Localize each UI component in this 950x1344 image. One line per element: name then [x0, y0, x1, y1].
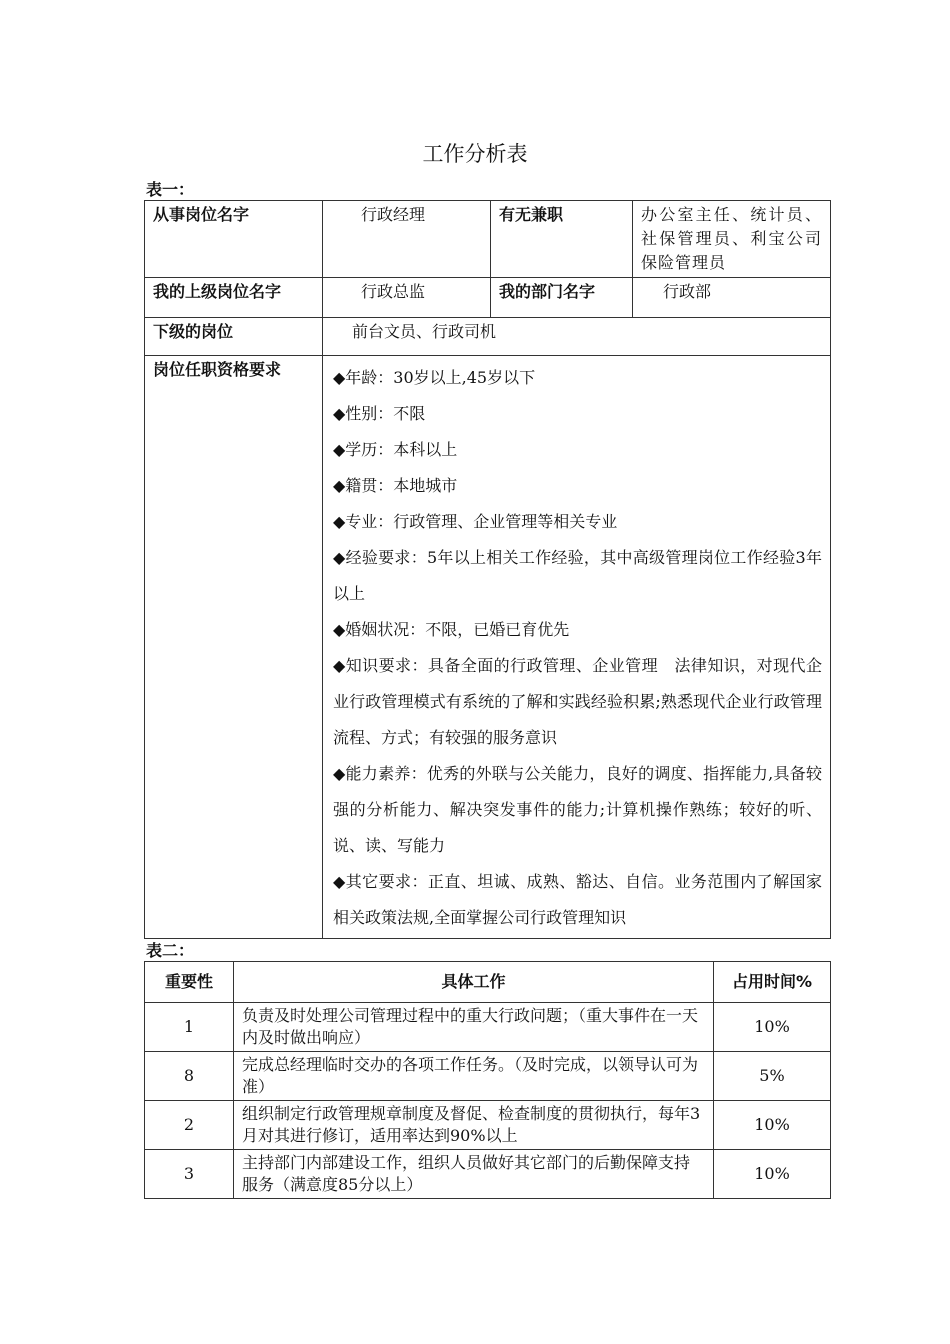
row-time: 10%	[714, 1150, 831, 1199]
work-table	[144, 961, 831, 1199]
row-task: 主持部门内部建设工作，组织人员做好其它部门的后勤保障支持服务（满意度85分以上）	[234, 1150, 714, 1199]
requirement-other: ◆其它要求：正直、坦诚、成熟、豁达、自信。业务范围内了解国家相关政策法规,全面掌握公司行政管理知识	[333, 872, 822, 927]
row-time: 10%	[714, 1101, 831, 1150]
row-task: 负责及时处理公司管理过程中的重大行政问题；（重大事件在一天内及时做出响应）	[234, 1003, 714, 1052]
row-time: 5%	[714, 1052, 831, 1101]
header-importance: 重要性	[145, 962, 234, 1003]
table-row	[145, 1003, 831, 1052]
requirement-ability: ◆能力素养：优秀的外联与公关能力，良好的调度、指挥能力,具备较强的分析能力、解决突发事件的能力;计算机操作熟练；较好的听、说、读、写能力	[333, 764, 822, 855]
concurrent-label: 有无兼职	[491, 201, 633, 278]
requirement-gender: ◆性别：不限	[333, 404, 426, 423]
row-importance: 8	[145, 1052, 234, 1101]
concurrent-value: 办公室主任、统计员、社保管理员、利宝公司保险管理员	[633, 201, 831, 278]
requirement-major: ◆专业：行政管理、企业管理等相关专业	[333, 512, 618, 531]
row-task: 完成总经理临时交办的各项工作任务。（及时完成，以领导认可为准）	[234, 1052, 714, 1101]
subordinate-label: 下级的岗位	[145, 318, 323, 356]
requirement-education: ◆学历：本科以上	[333, 440, 458, 459]
requirements-label: 岗位任职资格要求	[145, 356, 323, 939]
row-time: 10%	[714, 1003, 831, 1052]
requirement-knowledge: ◆知识要求：具备全面的行政管理、企业管理 法律知识，对现代企业行政管理模式有系统的了解和实践经验积累;熟悉现代企业行政管理流程、方式；有较强的服务意识	[333, 656, 822, 747]
table1-caption: 表一：	[146, 180, 195, 199]
requirement-origin: ◆籍贯：本地城市	[333, 476, 458, 495]
row-task: 组织制定行政管理规章制度及督促、检查制度的贯彻执行，每年3月对其进行修订，适用率达到90%以上	[234, 1101, 714, 1150]
requirement-age: ◆年龄：30岁以上,45岁以下	[333, 368, 536, 387]
requirement-experience: ◆经验要求：5年以上相关工作经验，其中高级管理岗位工作经验3年以上	[333, 548, 822, 603]
header-task: 具体工作	[234, 962, 714, 1003]
job-info-table	[144, 200, 831, 939]
department-value: 行政部	[633, 278, 831, 318]
position-label: 从事岗位名字	[145, 201, 323, 278]
department-label: 我的部门名字	[491, 278, 633, 318]
row-importance: 3	[145, 1150, 234, 1199]
position-value: 行政经理	[323, 201, 491, 278]
requirements-list	[323, 356, 831, 939]
table2-caption: 表二：	[146, 941, 195, 960]
superior-value: 行政总监	[323, 278, 491, 318]
header-time: 占用时间%	[714, 962, 831, 1003]
page-title: 工作分析表	[422, 142, 528, 166]
row-importance: 1	[145, 1003, 234, 1052]
superior-label: 我的上级岗位名字	[145, 278, 323, 318]
table-row	[145, 1052, 831, 1101]
table-row	[145, 1150, 831, 1199]
table-row	[145, 1101, 831, 1150]
row-importance: 2	[145, 1101, 234, 1150]
subordinate-value: 前台文员、行政司机	[323, 318, 831, 356]
requirement-marital: ◆婚姻状况：不限，已婚已育优先	[333, 620, 570, 639]
